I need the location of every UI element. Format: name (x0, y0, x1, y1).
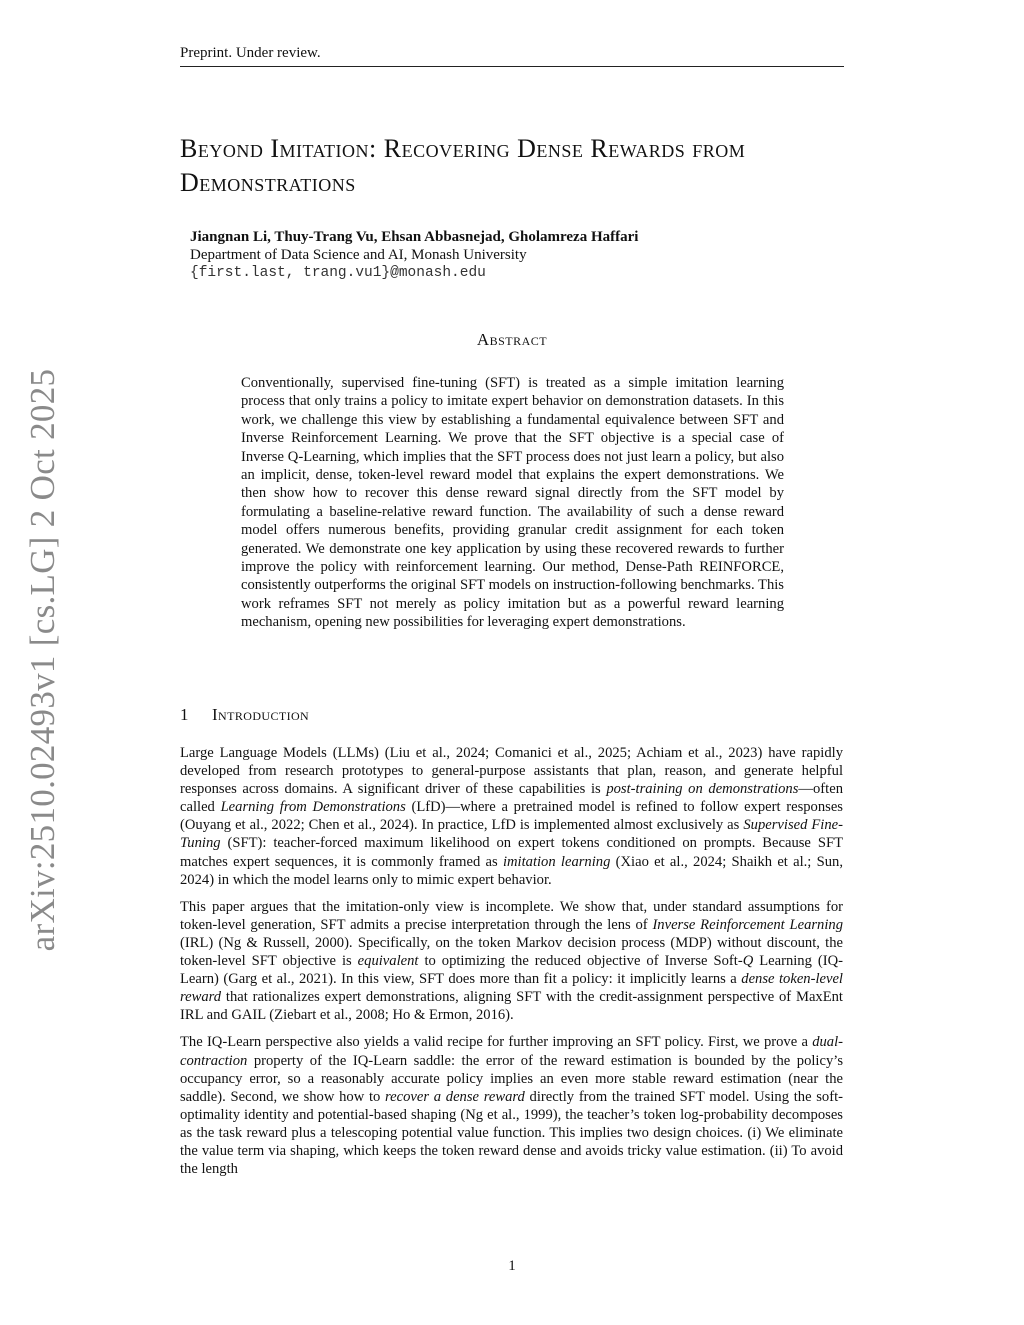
abstract-heading: Abstract (476, 330, 548, 349)
author-email[interactable]: {first.last, trang.vu1}@monash.edu (190, 265, 486, 281)
affiliation: Department of Data Science and AI, Monash University (190, 247, 527, 263)
section-title: Introduction (212, 705, 310, 724)
paragraph: The IQ-Learn perspective also yields a valid recipe for further improving an SFT policy. First, we prove a dual-contraction property of the IQ-Learn saddle: the error of the reward estimation is bounded by the policy’s occupancy error, so a reasonably accurate policy implies an even more stable reward estimation (near the saddle). Second, we show how to recover a dense reward directly from the trained SFT model. Using the soft-optimality identity and potential-based shaping (Ng et al., 1999), the teacher’s token log-probability decomposes as the task reward plus a telescoping potential value function. This implies two design choices. (i) We eliminate the value term via shaping, which keeps the token reward dense and avoids tricky value estimation. (ii) To avoid the length (180, 1034, 844, 1178)
page-number: 1 (508, 1258, 516, 1274)
running-head: Preprint. Under review. (180, 44, 844, 67)
paper-title: Beyond Imitation: Recovering Dense Rewards from Demonstrations (180, 134, 746, 197)
arxiv-identifier-stamp[interactable]: arXiv:2510.02493v1 [cs.LG] 2 Oct 2025 (23, 368, 62, 952)
abstract-body: Conventionally, supervised fine-tuning (SFT) is treated as a simple imitation learning process that only trains a policy to imitate expert behavior on demonstration datasets. In this work, we challenge this view by establishing a fundamental equivalence between SFT and Inverse Reinforcement Learning. We prove that the SFT objective is a special case of Inverse Q-Learning, which implies that the SFT process does not just learn a policy, but also an implicit, dense, token-level reward model that explains the expert demonstrations. We then show how to recover this dense reward signal directly from the SFT model by formulating a baseline-relative reward function. The availability of such a dense reward model offers numerous benefits, providing granular credit assignment for each token generated. We demonstrate one key application by using these recovered rewards to further improve the policy with reinforcement learning. Our method, Dense-Path REINFORCE, consistently outperforms the original SFT models on instruction-following benchmarks. This work reframes SFT not merely as policy imitation but as a powerful reward learning mechanism, opening new possibilities for leveraging expert demonstrations. (241, 375, 784, 631)
paragraph: Large Language Models (LLMs) (Liu et al., 2024; Comanici et al., 2025; Achiam et al., 2023) have rapidly developed from research prototypes to general-purpose assistants that plan, reason, and generate helpful responses across domains. A significant driver of these capabilities is post-training on demonstrations—often called Learning from Demonstrations (LfD)—where a pretrained model is refined to follow expert responses (Ouyang et al., 2022; Chen et al., 2024). In practice, LfD is implemented almost exclusively as Supervised Fine-Tuning (SFT): teacher-forced maximum likelihood on expert tokens conditioned on prompts. Because SFT matches expert sequences, it is commonly framed as imitation learning (Xiao et al., 2024; Shaikh et al.; Sun, 2024) in which the model learns only to mimic expert behavior. (180, 745, 843, 888)
author-names: Jiangnan Li, Thuy-Trang Vu, Ehsan Abbasnejad, Gholamreza Haffari (190, 229, 639, 245)
section-heading-introduction (180, 705, 309, 725)
introduction-body (180, 744, 843, 1187)
section-number: 1 (180, 705, 189, 724)
author-block (190, 228, 830, 282)
paragraph: This paper argues that the imitation-only view is incomplete. We show that, under standard assumptions for token-level generation, SFT admits a precise interpretation through the lens of Inverse Reinforcement Learning (IRL) (Ng & Russell, 2000). Specifically, on the token Markov decision process (MDP) without discount, the token-level SFT objective is equivalent to optimizing the reduced objective of Inverse Soft-Q Learning (IQ-Learn) (Garg et al., 2021). In this view, SFT does more than fit a policy: it implicitly learns a dense token-level reward that rationalizes expert demonstrations, aligning SFT with the credit-assignment perspective of MaxEnt IRL and GAIL (Ziebart et al., 2008; Ho & Ermon, 2016). (180, 898, 843, 1024)
